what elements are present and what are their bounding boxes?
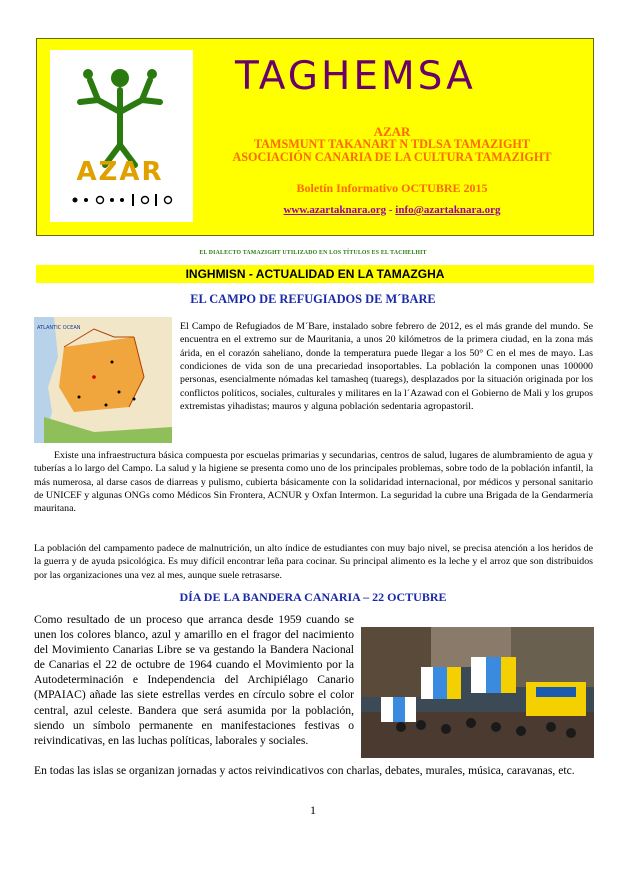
bulletin-edition: Boletín Informativo OCTUBRE 2015 (296, 181, 488, 195)
bulletin-title: TAGHEMSA (235, 54, 476, 99)
contact-links (202, 204, 582, 216)
refugee-camp-heading: EL CAMPO DE REFUGIADOS DE M´BARE (190, 292, 436, 306)
section-band-label: INGHMISN - ACTUALIDAD EN LA TAMAZGHA (185, 267, 445, 281)
azar-logo (50, 50, 193, 222)
refugee-camp-paragraph-2: Existe una infraestructura básica compuesta por escuelas primarias y secundarias, centros de salud, lugares de alumbramiento de agua y tuberías a lo largo del Campo. La salud y la higiene se presenta como uno de los principales problemas, sobre todo de la población infantil, la más numerosa, al darse casos de diarreas y pulismo, cubierta básicamente con la solidaridad internacional, por médicos y personal sanitario de UNICEF y algunas ONGs como Médicos Sin Frontera, ACNUR y Oxfan Intermon. La seguridad la cubre una Brigada de la Gendarmería mauritana. (34, 450, 593, 515)
page-number: 1 (310, 803, 316, 817)
flag-demonstration-photo (361, 627, 594, 758)
refugee-camp-paragraph-3: La población del campamento padece de malnutrición, un alto índice de estudiantes con muy bajo nivel, se precisa atención a los heridos de la guerra y de ayuda psicológica. Es muy difícil encontrar leña para cocinar. Su principal alimento es la leche y el arroz que son distribuidos por las organizaciones una vez al mes, aunque suele retrasarse. (34, 543, 593, 581)
link-separator: - (386, 204, 396, 216)
section-band (36, 265, 594, 283)
canary-flag-day-heading: DÍA DE LA BANDERA CANARIA – 22 OCTUBRE (179, 590, 447, 604)
mauritania-map-image (34, 317, 172, 443)
org-short-name: AZAR (373, 124, 411, 139)
website-link[interactable]: www.azartaknara.org (283, 204, 387, 216)
bulletin-header (36, 38, 594, 236)
org-name-tamazight: TAMSMUNT TAKANART N TDLSA TAMAZIGHT (253, 137, 531, 151)
logo-wordmark: AZAR (76, 157, 164, 187)
flag-day-paragraph-2: En todas las islas se organizan jornadas y actos reivindicativos con charlas, debates, murales, música, caravanas, etc. (34, 764, 575, 777)
dialect-note: EL DIALECTO TAMAZIGHT UTILIZADO EN LOS TÍTULOS ES EL TACHELHIT (199, 250, 427, 256)
email-link[interactable]: info@azartaknara.org (395, 204, 501, 216)
org-name-spanish: ASOCIACIÓN CANARIA DE LA CULTURA TAMAZIGHT (232, 150, 552, 164)
map-ocean-label: ATLANTIC OCEAN (37, 325, 81, 331)
flag-day-paragraph-1: Como resultado de un proceso que arranca desde 1959 cuando se unen los colores blanco, azul y amarillo en el fragor del nacimiento del Movimiento Canarias Libre se va gestando la Bandera Nacional de Canarias el 22 de octubre de 1964 cuando el Movimiento por la Autodeterminación e Independencia del Archipiélago Canario (MPAIAC) añade las siete estrellas verdes en círculo sobre el color central, azul celeste. Bandera que será asumida por la población, siendo un símbolo permanente en manifestaciones festivas o reivindicativas, en las luchas políticas, laborales y sociales. (34, 613, 354, 747)
refugee-camp-paragraph-1: El Campo de Refugiados de M´Bare, instalado sobre febrero de 2012, es el más grande del mundo. Se encuentra en el extremo sur de Mauritania, a unos 20 kilómetros de la primera ciudad, en la zona más árida, en el corazón saheliano, donde la temperatura puede llegar a los 50° C en el mes de mayo. Las condiciones de vida son de una precariedad insoportables. La población la componen unas 100000 personas, esencialmente nómadas kel tamasheq (tuaregs), desplazados por la situación originada por los conflictos políticos, sociales, culturales y militares en la l´Azawad con el Gobierno de Mali y los grupos extremistas yihadistas; mauros y alguna población sedentaria agropastoril. (180, 321, 593, 413)
